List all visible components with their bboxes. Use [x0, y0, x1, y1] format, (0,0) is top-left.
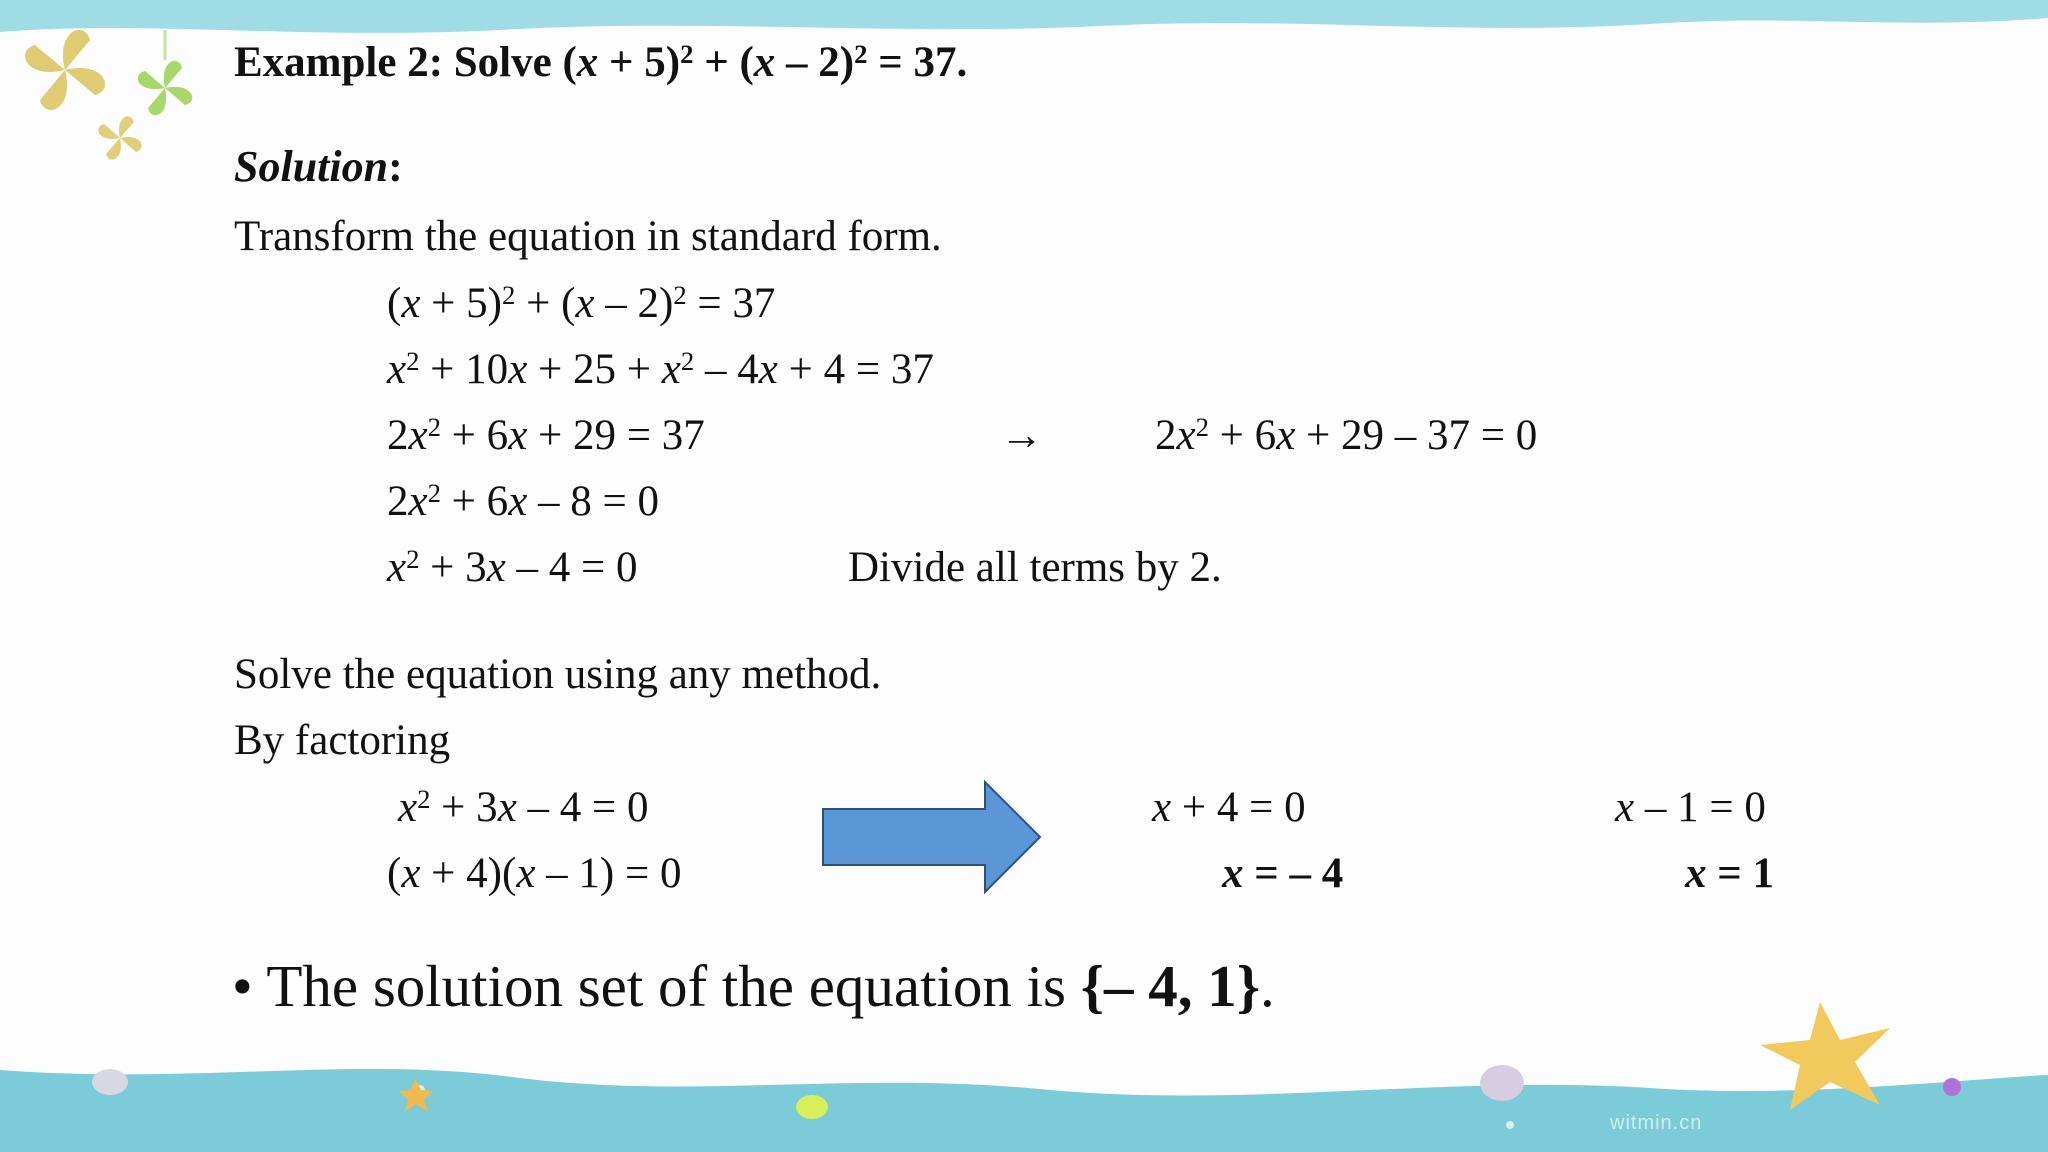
transform-step-3: $2x^2 + 6x + 29 = 37$ — [387, 411, 705, 459]
step1-intro: Transform the equation in standard form. — [234, 213, 942, 260]
transform-step-5: $x^2 + 3x - 4 = 0$ — [387, 543, 638, 591]
right-arrow-icon: → — [1000, 412, 1043, 459]
watermark: witmin.cn — [1610, 1112, 1703, 1134]
solution-label: Solution: — [234, 142, 403, 191]
title-text: Example 2: Solve $(x + 5)^2 + (x - 2)^2 = 37$. — [234, 38, 968, 86]
step2-intro: Solve the equation using any method. — [234, 651, 882, 698]
divide-note: Divide all terms by 2. — [848, 544, 1222, 591]
root-equation-1: x + 4 = 0 — [1152, 784, 1306, 831]
transform-step-4: $2x^2 + 6x - 8 = 0$ — [387, 477, 660, 525]
method-label: By factoring — [234, 717, 451, 764]
conclusion-bullet: • The solution set of the equation is {– 4, 1}. — [232, 953, 1275, 1019]
factor-step-2: (x + 4)(x – 1) = 0 — [387, 850, 682, 897]
transform-step-2: $x^2 + 10x + 25 + x^2 - 4x + 4 = 37$ — [387, 345, 934, 393]
root-result-1: x = – 4 — [1222, 850, 1344, 897]
factor-step-1: $x^2 + 3x - 4 = 0$ — [398, 783, 649, 831]
rearranged-equation: $2x^2 + 6x + 29 - 37 = 0$ — [1155, 411, 1538, 459]
root-result-2: x = 1 — [1685, 850, 1775, 897]
transform-step-1: $(x + 5)^2 + (x - 2)^2 = 37$ — [387, 279, 776, 327]
root-equation-2: x – 1 = 0 — [1615, 784, 1766, 831]
